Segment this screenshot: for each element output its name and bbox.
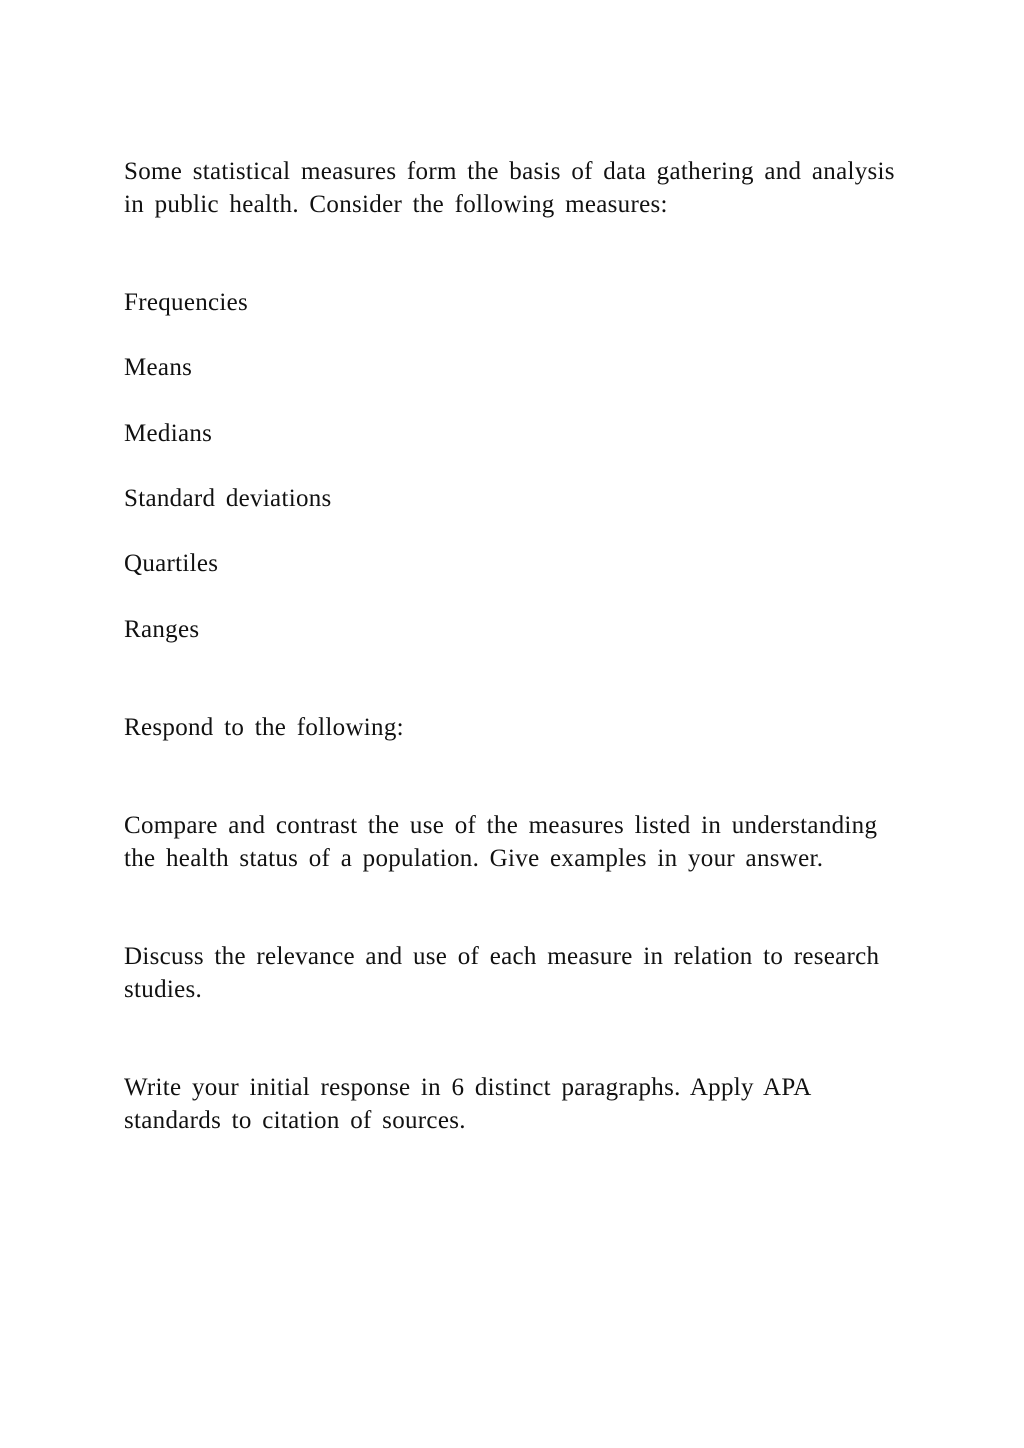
task-compare-contrast: Compare and contrast the use of the measures listed in understanding the health status of a population. Give examples in your answer. [124, 812, 878, 872]
intro-paragraph: Some statistical measures form the basis of data gathering and analysis in public health. Consider the following measures: [124, 158, 895, 218]
measure-item-medians: Medians [124, 420, 213, 447]
instructions-paragraph: Write your initial response in 6 distinct paragraphs. Apply APA standards to citation of sources. [124, 1074, 811, 1134]
measure-item-standard-deviations: Standard deviations [124, 485, 332, 512]
measure-item-quartiles: Quartiles [124, 550, 219, 577]
measure-item-means: Means [124, 354, 193, 381]
measure-item-ranges: Ranges [124, 616, 200, 643]
task-discuss-relevance: Discuss the relevance and use of each measure in relation to research studies. [124, 943, 880, 1003]
respond-heading: Respond to the following: [124, 714, 404, 741]
measure-item-frequencies: Frequencies [124, 289, 249, 316]
